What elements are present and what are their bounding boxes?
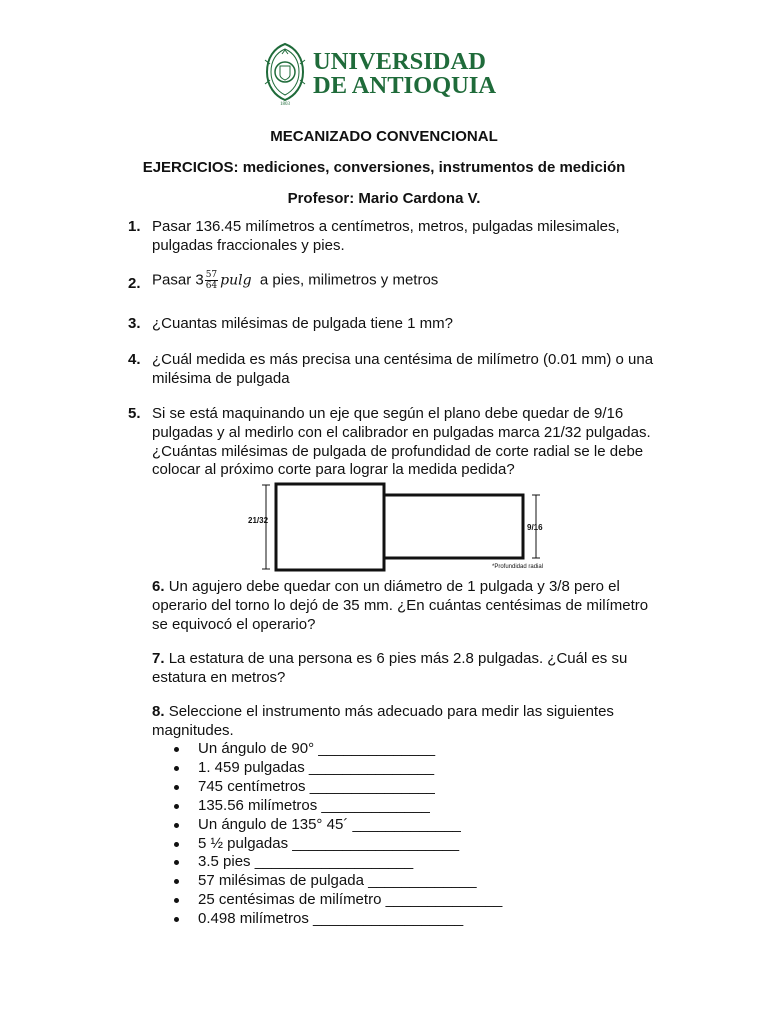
question-1-text: Pasar 136.45 milímetros a centímetros, metros, pulgadas milesimales, pulgadas fraccionales y pies.	[152, 218, 620, 254]
shaft-diagram	[240, 478, 570, 578]
question-2-text	[152, 270, 652, 291]
bullet-icon	[174, 823, 179, 828]
question-1-number: 1.	[128, 218, 141, 235]
large-diameter-section	[276, 484, 384, 570]
list-item	[152, 835, 502, 854]
list-item-text: 135.56 milímetros _____________	[198, 796, 430, 814]
question-6-number: 6.	[152, 578, 165, 595]
university-name	[313, 50, 496, 98]
question-2-fraction	[205, 270, 218, 291]
bullet-icon	[174, 804, 179, 809]
bullet-icon	[174, 860, 179, 865]
list-item	[152, 778, 502, 797]
question-8	[152, 703, 632, 741]
seal-year: 1803	[280, 102, 290, 106]
university-name-line1: UNIVERSIDAD	[313, 48, 486, 75]
question-5-text: Si se está maquinando un eje que según el plano debe quedar de 9/16 pulgadas y al medirlo con el calibrador en pulgadas marca 21/32 pulgadas. ¿Cuántas milésimas de pulgada de profundidad de corte radial se le debe colocar al próximo corte para lograr la medida pedida?	[152, 405, 651, 479]
list-item	[152, 816, 502, 835]
university-logo	[262, 42, 507, 106]
bullet-icon	[174, 766, 179, 771]
professor-line: Profesor: Mario Cardona V.	[287, 190, 481, 207]
list-item	[152, 872, 502, 891]
question-7-text: La estatura de una persona es 6 pies más 2.8 pulgadas. ¿Cuál es su estatura en metros?	[152, 650, 628, 686]
question-2-unit: pulg	[220, 272, 252, 289]
question-2-suffix: a pies, milimetros y metros	[259, 271, 439, 289]
university-seal-icon	[262, 42, 308, 106]
bullet-icon	[174, 879, 179, 884]
list-item	[152, 891, 502, 910]
dimension-label-large: 21/32	[248, 516, 269, 525]
list-item-text: 25 centésimas de milímetro ______________	[198, 891, 503, 909]
question-2-prefix: Pasar 3	[152, 271, 204, 289]
figure-caption: *Profundidad radial	[492, 564, 544, 570]
bullet-icon	[174, 842, 179, 847]
list-item-text: 0.498 milímetros __________________	[198, 910, 464, 928]
list-item	[152, 797, 502, 816]
list-item-text: 3.5 pies ___________________	[198, 853, 414, 871]
dimension-label-small: 9/16	[527, 523, 543, 532]
list-item-text: 1. 459 pulgadas _______________	[198, 758, 435, 776]
university-name-line2: DE ANTIOQUIA	[313, 72, 497, 99]
fraction-denominator: 64	[205, 281, 218, 291]
question-6	[152, 578, 652, 634]
question-2-number: 2.	[128, 275, 141, 292]
exercises-title: EJERCICIOS: mediciones, conversiones, instrumentos de medición	[142, 159, 626, 176]
fraction-numerator: 57	[205, 270, 218, 280]
list-item	[152, 759, 502, 778]
bullet-icon	[174, 917, 179, 922]
list-item-text: Un ángulo de 135° 45´ _____________	[198, 815, 461, 833]
list-item	[152, 740, 502, 759]
course-title: MECANIZADO CONVENCIONAL	[270, 128, 498, 145]
list-item-text: Un ángulo de 90° ______________	[198, 740, 436, 757]
magnitudes-list	[152, 740, 502, 929]
list-item	[152, 910, 502, 929]
list-item-text: 57 milésimas de pulgada _____________	[198, 872, 477, 890]
question-3-number: 3.	[128, 315, 141, 332]
question-6-text: Un agujero debe quedar con un diámetro de 1 pulgada y 3/8 pero el operario del torno lo dejó de 35 mm. ¿En cuántas centésimas de milímetro se equivocó el operario?	[152, 578, 649, 633]
bullet-icon	[174, 898, 179, 903]
question-3-text: ¿Cuantas milésimas de pulgada tiene 1 mm?	[152, 315, 453, 332]
question-8-number: 8.	[152, 703, 165, 720]
question-4-number: 4.	[128, 351, 141, 368]
question-5-number: 5.	[128, 405, 141, 422]
question-7-number: 7.	[152, 650, 165, 667]
question-7	[152, 650, 652, 688]
list-item-text: 745 centímetros _______________	[198, 777, 435, 795]
small-diameter-section	[384, 495, 523, 558]
bullet-icon	[174, 785, 179, 790]
question-8-text: Seleccione el instrumento más adecuado para medir las siguientes magnitudes.	[152, 703, 614, 739]
bullet-icon	[174, 747, 179, 752]
question-4-text: ¿Cuál medida es más precisa una centésima de milímetro (0.01 mm) o una milésima de pulgada	[152, 351, 654, 387]
list-item-text: 5 ½ pulgadas ____________________	[198, 834, 460, 852]
list-item	[152, 853, 502, 872]
